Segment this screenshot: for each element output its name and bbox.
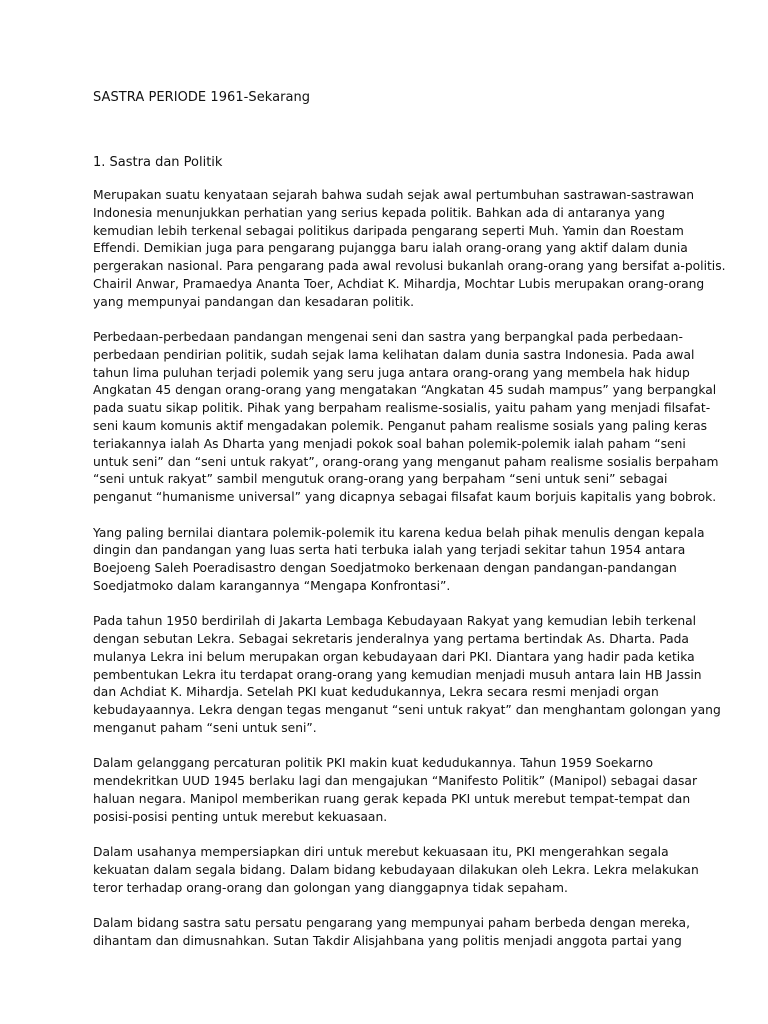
text-line: Soedjatmoko dalam karangannya “Mengapa Konfrontasi”. (93, 578, 451, 593)
paragraph (93, 329, 719, 507)
text-line: dengan sebutan Lekra. Sebagai sekretaris jenderalnya yang pertama bertindak As. Dharta. Pada (93, 632, 689, 647)
document-title: SASTRA PERIODE 1961-Sekarang (93, 90, 311, 105)
text-line: Effendi. Demikian juga para pengarang pujangga baru ialah orang-orang yang aktif dalam dunia (93, 241, 688, 256)
text-line: pergerakan nasional. Para pengarang pada awal revolusi bukanlah orang-orang yang bersifat a-politis. (93, 259, 726, 274)
text-line: Pada tahun 1950 berdirilah di Jakarta Lembaga Kebudayaan Rakyat yang kemudian lebih terkenal (93, 614, 697, 629)
section-heading: 1. Sastra dan Politik (93, 155, 223, 170)
text-line: teror terhadap orang-orang dan golongan yang dianggapnya tidak sepaham. (93, 880, 568, 895)
paragraph (93, 525, 705, 596)
text-line: Yang paling bernilai diantara polemik-polemik itu karena kedua belah pihak menulis dengan kepala (93, 525, 705, 540)
text-line: tahun lima puluhan terjadi polemik yang seru juga antara orang-orang yang membela hak hidup (93, 365, 690, 380)
text-line: pada suatu sikap politik. Pihak yang berpaham realisme-sosialis, yaitu paham yang menjadi filsafat- (93, 401, 711, 416)
text-line: mendekritkan UUD 1945 berlaku lagi dan mengajukan “Manifesto Politik” (Manipol) sebagai dasar (93, 774, 698, 789)
text-line: kemudian lebih terkenal sebagai politikus daripada pengarang seperti Muh. Yamin dan Roestam (93, 223, 684, 238)
text-line: mulanya Lekra ini belum merupakan organ kebudayaan dari PKI. Diantara yang hadir pada ketika (93, 649, 695, 664)
paragraph (93, 844, 699, 897)
text-line: seni kaum komunis aktif mengadakan polemik. Penganut paham realisme sosials yang paling keras (93, 419, 708, 434)
document-page (93, 89, 726, 968)
text-line: yang mempunyai pandangan dan kesadaran politik. (93, 294, 414, 309)
text-line: Indonesia menunjukkan perhatian yang serius kepada politik. Bahkan ada di antaranya yang (93, 205, 665, 220)
text-line: Dalam usahanya mempersiapkan diri untuk merebut kekuasaan itu, PKI mengerahkan segala (93, 845, 669, 859)
text-line: kebudayaannya. Lekra dengan tegas menganut “seni untuk rakyat” dan menghantam golongan yang (93, 703, 721, 718)
text-line: penganut “humanisme universal” yang dicapnya sebagai filsafat kaum borjuis kapitalis yang bobrok. (93, 490, 717, 505)
text-line: “seni untuk rakyat” sambil mengutuk orang-orang yang berpaham “seni untuk seni” sebagai (93, 472, 668, 487)
text-line: teriakannya ialah As Dharta yang menjadi pokok soal bahan polemik-polemik ialah paham “seni (93, 436, 686, 451)
text-line: Dalam bidang sastra satu persatu pengarang yang mempunyai paham berbeda dengan mereka, (93, 915, 690, 930)
text-line: dingin dan pandangan yang luas serta hati terbuka ialah yang terjadi sekitar tahun 1954 antara (93, 543, 686, 558)
text-line: menganut paham “seni untuk seni”. (93, 721, 317, 736)
paragraph (93, 915, 690, 951)
text-line: Merupakan suatu kenyataan sejarah bahwa sudah sejak awal pertumbuhan sastrawan-sastrawan (93, 188, 695, 202)
text-line: Boejoeng Saleh Poeradisastro dengan Soedjatmoko berkenaan dengan pandangan-pandangan (93, 561, 677, 576)
text-line: pembentukan Lekra itu terdapat orang-orang yang kemudian menjadi musuh antara lain HB Jassin (93, 667, 702, 682)
text-line: perbedaan pendirian politik, sudah sejak lama kelihatan dalam dunia sastra Indonesia. Pada awal (93, 347, 695, 362)
text-line: Perbedaan-perbedaan pandangan mengenai seni dan sastra yang berpangkal pada perbedaan- (93, 330, 683, 345)
paragraph (93, 755, 698, 826)
text-line: untuk seni” dan “seni untuk rakyat”, orang-orang yang menganut paham realisme sosialis berpaham (93, 454, 719, 469)
text-line: posisi-posisi penting untuk merebut kekuasaan. (93, 809, 388, 824)
paragraph (93, 613, 721, 738)
text-line: Dalam gelanggang percaturan politik PKI makin kuat kedudukannya. Tahun 1959 Soekarno (93, 756, 654, 771)
text-line: Angkatan 45 dengan orang-orang yang mengatakan “Angkatan 45 sudah mampus” yang berpangkal (93, 383, 717, 398)
text-line: Chairil Anwar, Pramaedya Ananta Toer, Achdiat K. Mihardja, Mochtar Lubis merupakan orang-orang (93, 276, 705, 291)
text-line: kekuatan dalam segala bidang. Dalam bidang kebudayaan dilakukan oleh Lekra. Lekra melakukan (93, 862, 699, 877)
text-line: dihantam dan dimusnahkan. Sutan Takdir Alisjahbana yang politis menjadi anggota partai yang (93, 933, 682, 948)
text-line: haluan negara. Manipol memberikan ruang gerak kepada PKI untuk merebut tempat-tempat dan (93, 791, 691, 806)
paragraph (93, 187, 726, 312)
text-line: dan Achdiat K. Mihardja. Setelah PKI kuat kedudukannya, Lekra secara resmi menjadi organ (93, 685, 659, 700)
